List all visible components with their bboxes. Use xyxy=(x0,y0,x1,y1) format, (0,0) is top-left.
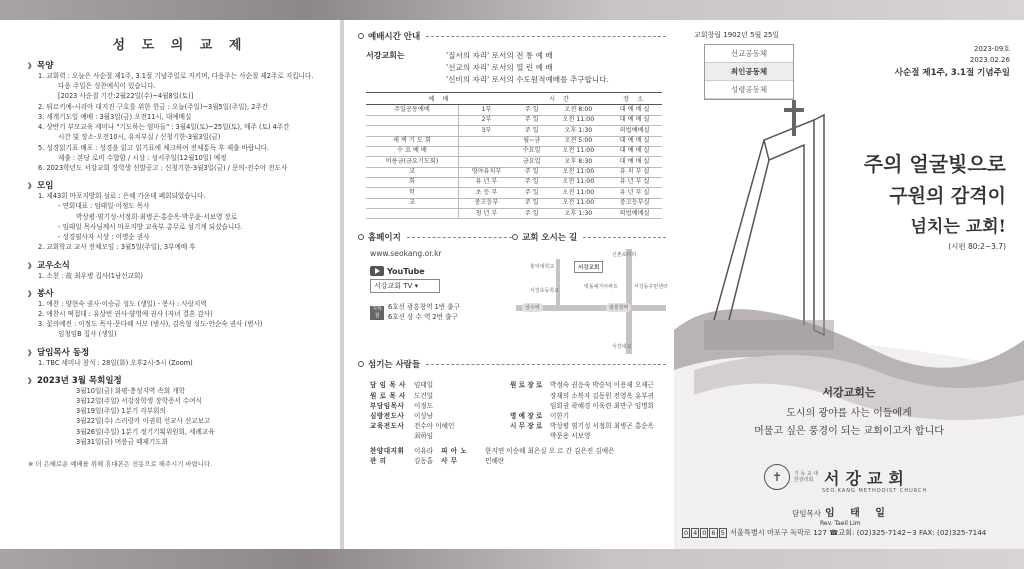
staff-names: 전수아 이혜인 xyxy=(414,422,455,431)
pastor-english: Rev. Taeil Lim xyxy=(820,520,861,527)
section-line: - 연회대표 : 임태일·이정도 목사 xyxy=(58,202,150,211)
issue-info xyxy=(895,44,1010,80)
staff-role: 담 임 목 사 xyxy=(370,381,406,390)
table-cell: 학 xyxy=(366,188,458,198)
col-worship: 예 배 xyxy=(366,93,514,105)
staff-role xyxy=(510,401,550,411)
youtube-channel-link[interactable]: 서강교회 TV ▾ xyxy=(370,279,440,293)
table-cell: 교 xyxy=(366,198,458,208)
staff-row xyxy=(510,401,662,411)
map-label: 벽돌예가아파트 xyxy=(584,284,618,291)
table-cell xyxy=(366,209,458,219)
church-name: 서강교회는 xyxy=(366,51,405,60)
cross-icon xyxy=(792,100,796,136)
staff-names: 장재의 소복자 김동원 전영옥 유부귀 xyxy=(550,391,654,400)
youtube-label xyxy=(370,266,512,276)
section-line: 3월22일(수) 스리랑카 이권희 선교사 선교보고 xyxy=(76,417,211,426)
subway-info xyxy=(370,303,512,321)
table-cell: 대 예 배 실 xyxy=(607,105,662,115)
section-line: [2023 사순절 기간:2월22일(수)~4월8일(토)] xyxy=(58,92,194,101)
staff-row xyxy=(510,380,662,390)
section-line: 3월10일(금) 화평·충성지역 속회 개학 xyxy=(76,386,185,395)
circle-bullet-icon xyxy=(512,234,518,240)
motto xyxy=(864,148,1006,252)
vision-line-1: 서강교회는 xyxy=(822,386,876,399)
staff-names: 박상평 염기성 서정희 최병곤 홍순옥 xyxy=(550,422,654,431)
table-cell: 1부 xyxy=(458,105,514,115)
section-line: 박상평·염기성·서정희·최병곤·홍순옥·박무윤·서보영 장로 xyxy=(76,212,238,221)
directions-map xyxy=(516,249,666,354)
staff-role: 피 아 노 xyxy=(441,446,468,455)
church-logo xyxy=(764,464,928,494)
zip-digit: 0 xyxy=(702,529,707,537)
table-cell xyxy=(458,146,514,156)
table-cell: 청 년 부 xyxy=(458,209,514,219)
vision-statement xyxy=(674,384,1024,437)
table-cell: 금요일 xyxy=(514,157,549,167)
section-line: 다음 주일은 성찬예식이 있습니다. xyxy=(58,82,156,91)
section-line: 3월26일(주일) 1분기 정기기획위원회, 세례교육 xyxy=(76,427,215,436)
staff-row xyxy=(510,391,662,401)
staff-names: 이상남 xyxy=(414,412,434,421)
table-cell: 의법예배실 xyxy=(607,126,662,136)
staff-row xyxy=(510,431,662,441)
table-row xyxy=(366,157,662,167)
table-row xyxy=(366,146,662,156)
table-cell: 대 예 배 실 xyxy=(607,157,662,167)
map-label: 신촌로터리 xyxy=(612,252,637,259)
table-cell: 오전 11:00 xyxy=(549,177,607,187)
staff-row xyxy=(370,446,666,456)
community-list xyxy=(704,44,794,100)
directions-heading-text: 교회 오시는 길 xyxy=(522,233,578,244)
table-cell: 수요일 xyxy=(514,146,549,156)
table-cell: 대 예 배 실 xyxy=(607,146,662,156)
table-row xyxy=(366,136,662,146)
col-place: 장 소 xyxy=(607,93,662,105)
intro-line: '신비의 자리' 로서의 수도원적예배를 추구합니다. xyxy=(446,75,609,85)
table-cell: 새 벽 기 도 회 xyxy=(366,136,458,146)
section-heading: 》 봉사 xyxy=(28,287,332,299)
section-line: 1. 소천 : 故 최우병 집사(1남선교회) xyxy=(38,271,143,280)
staff-row xyxy=(510,411,662,421)
staff-bottom xyxy=(370,446,666,466)
section-line: 4. 상반기 부모교육 세미나 "기도하는 엄마들" : 3월4일(토)~25일(토), 매주 (토) 4주간 xyxy=(38,123,290,132)
section-line: 임청임B 집사 (생일) xyxy=(58,330,117,339)
staff-row xyxy=(370,421,510,431)
map-label: 서강동주민센터 xyxy=(634,284,668,291)
table-row xyxy=(366,209,662,219)
staff-names: 민혜란 xyxy=(485,456,505,465)
table-cell: 의법예배실 xyxy=(607,209,662,219)
staff-role: 교육전도사 xyxy=(370,422,405,431)
sunday-title: 사순절 제1주, 3.1절 기념주일 xyxy=(894,68,1010,78)
worship-intro xyxy=(366,50,666,86)
table-cell: 오전 11:00 xyxy=(549,146,607,156)
church-building-icon xyxy=(714,115,824,335)
section-line: 1. 애찬 : 양현숙 권사·이승금 성도 (생일) - 봉사 : 사랑지역 xyxy=(38,299,207,308)
section-line: 2. 애찬시 떡접대 : 유상빈 권사·양영애 권사 (자녀 결혼 감사) xyxy=(38,309,213,318)
logo-name: 서강교회 xyxy=(824,468,910,488)
table-cell: 주 일 xyxy=(514,209,549,219)
table-cell: 수 요 예 배 xyxy=(366,146,458,156)
table-cell: 오후 1:30 xyxy=(549,209,607,219)
motto-line-3: 넘치는 교회! xyxy=(910,217,1006,237)
table-cell: 중고등부 xyxy=(458,198,514,208)
homepage-heading-text: 홈페이지 xyxy=(368,233,401,244)
panel-title: 성 도 의 교 제 xyxy=(112,38,248,53)
circle-bullet-icon xyxy=(358,234,364,240)
staff-names: 도건일 xyxy=(414,391,434,400)
staff-role: 사 무 xyxy=(441,456,458,465)
table-cell xyxy=(366,115,458,125)
staff-row xyxy=(370,380,510,390)
vision-line-3: 머물고 싶은 풍경이 되는 교회이고자 합니다 xyxy=(754,426,944,437)
subway-line-2: 6호선 상 수 역 2번 출구 xyxy=(388,312,458,321)
top-band xyxy=(0,0,1024,20)
section-line: 1. TBC 세미나 참석 : 28일(화) 오후2시-5시 (Zoom) xyxy=(38,358,193,367)
subway-icon: 지하철 xyxy=(370,306,384,320)
motto-reference: (시편 80:2~3.7) xyxy=(948,242,1006,251)
table-cell xyxy=(366,126,458,136)
section-heading: 》 모임 xyxy=(28,179,332,191)
bottom-band xyxy=(0,549,1024,569)
map-station: 광흥창역 xyxy=(606,303,631,312)
table-cell: 주 일 xyxy=(514,105,549,115)
table-cell: 교 xyxy=(366,167,458,177)
intro-line: '선교의 자리' 로서의 열 린 예 배 xyxy=(446,63,553,73)
table-cell: 2부 xyxy=(458,115,514,125)
intro-line: '질서의 자리' 로서의 전 통 예 배 xyxy=(446,51,553,60)
address xyxy=(682,528,986,538)
pastor-info xyxy=(792,504,891,527)
map-label: 서강초등학교 xyxy=(530,288,559,295)
map-station: 상수역 xyxy=(522,303,543,312)
table-cell: 월~금 xyxy=(514,136,549,146)
table-cell: 대 예 배 실 xyxy=(607,136,662,146)
table-cell: 머릉금(금요기도회) xyxy=(366,157,458,167)
section-line: 3월12일(주일) 서강장학생 장학증서 수여식 xyxy=(76,397,202,406)
table-cell: 오후 8:30 xyxy=(549,157,607,167)
staff-role: 원 로 장 로 xyxy=(510,381,543,390)
table-cell: 유 년 부 실 xyxy=(607,177,662,187)
zip-digit: 4 xyxy=(693,529,698,537)
staff-role xyxy=(510,391,550,401)
staff-row xyxy=(370,411,510,421)
founded-date: 교회창립 1902년 5월 25일 xyxy=(694,31,780,39)
staff-role: 원 로 목 사 xyxy=(370,391,406,400)
staff-role: 시 무 장 로 xyxy=(510,422,543,431)
table-cell: 주 일 xyxy=(514,126,549,136)
section-heading: 》 담임목사 동정 xyxy=(28,346,332,358)
map-label: 서강대교 xyxy=(612,344,632,351)
staff-heading-text: 섬기는 사람들 xyxy=(368,360,421,371)
circle-bullet-icon xyxy=(358,33,364,39)
staff-row xyxy=(510,421,662,431)
community-item: 선교공동체 xyxy=(705,45,793,63)
table-cell: 영아유치부 xyxy=(458,167,514,177)
table-cell xyxy=(458,157,514,167)
church-seal-icon: ✝ xyxy=(764,464,790,490)
staff-role: 명 예 장 로 xyxy=(510,412,543,421)
zip-digit: 5 xyxy=(720,529,725,537)
community-item-active: 최인공동체 xyxy=(705,63,793,81)
map-church-marker: 서강교회 xyxy=(574,261,603,273)
staff-row xyxy=(370,401,510,411)
table-row xyxy=(366,115,662,125)
table-cell: 주 일 xyxy=(514,198,549,208)
fellowship-sections xyxy=(28,59,332,447)
staff-role: 관 리 xyxy=(370,456,387,465)
table-cell: 오전 11:00 xyxy=(549,115,607,125)
denomination: 기 독 교 대한감리회 xyxy=(794,471,819,483)
section-line: 시간 및 장소-오전10시, 유치부실 / 신청기한-3월3일(금) xyxy=(58,133,221,142)
table-cell: 회 xyxy=(366,177,458,187)
col-time: 시 간 xyxy=(514,93,607,105)
table-row xyxy=(366,198,662,208)
staff-role: 찬양대지휘 xyxy=(370,446,405,455)
staff-row xyxy=(370,391,510,401)
table-row xyxy=(366,126,662,136)
staff-names: 임태일 xyxy=(414,381,434,390)
subway-line-1: 6호선 광흥창역 1번 출구 xyxy=(388,303,461,312)
staff-names: 임회권 곽혜경 이육련 최만구 임명희 xyxy=(550,401,654,410)
circle-bullet-icon xyxy=(358,361,364,367)
section-line: 3월31일(금) 머릉금 때제기도회 xyxy=(76,437,168,446)
staff-names: 박문용 서보영 xyxy=(550,432,591,441)
table-cell: 오후 1:30 xyxy=(549,126,607,136)
youtube-text: YouTube xyxy=(387,266,425,276)
section-heading: 》 2023년 3월 목회일정 xyxy=(28,374,332,386)
vision-line-2: 도시의 광야를 사는 이들에게 xyxy=(786,408,912,419)
table-row xyxy=(366,105,662,115)
staff-names: 이유라 xyxy=(414,446,434,455)
table-cell: 대 예 배 실 xyxy=(607,115,662,125)
table-cell: 주 일 xyxy=(514,115,549,125)
phone-note: ※ 더 은혜로운 예배를 위해 휴대폰은 진동으로 해주시기 바랍니다. xyxy=(28,460,213,469)
community-item: 성령공동체 xyxy=(705,81,793,99)
table-cell: 오전 11:00 xyxy=(549,167,607,177)
staff-names: 이한기 xyxy=(550,412,570,421)
section-line: 3. 꽃의예전 : 이정도 목사·문다혜 사모 (범사), 김옥형 성도·안순숙 권사 (범사) xyxy=(38,320,263,329)
table-row xyxy=(366,167,662,177)
worship-heading xyxy=(358,30,666,42)
staff-role xyxy=(370,431,414,441)
staff-role: 부담임목사 xyxy=(370,401,405,410)
staff-names: 이정도 xyxy=(414,401,434,410)
issue-number: 2023-09호 xyxy=(973,45,1010,53)
table-row xyxy=(366,177,662,187)
section-line: 3. 세계기도일 예배 : 3월3일(금) 오전11시, 대예배실 xyxy=(38,112,192,121)
address-text: 서울특별시 마포구 독막로 127 ☎교회: (02)325-7142~3 FAX: (02)325-7144 xyxy=(727,528,987,537)
staff-role: 심방전도사 xyxy=(370,412,405,421)
table-cell: 유 치 부 실 xyxy=(607,167,662,177)
section-heading: 》 교우소식 xyxy=(28,259,332,271)
zip-digit: 6 xyxy=(711,529,716,537)
staff-heading xyxy=(358,358,666,370)
directions-heading xyxy=(512,231,666,243)
logo-english: SEO.KANG METHODIST CHURCH xyxy=(822,488,928,494)
section-line: 제출 : 본당 로비 수합함 / 시상 : 성서주일(12월10일) 예정 xyxy=(58,153,227,162)
staff-row xyxy=(370,456,666,466)
motto-line-1: 주의 얼굴빛으로 xyxy=(863,152,1006,176)
fellowship-panel xyxy=(0,20,340,549)
table-cell: 오전 11:00 xyxy=(549,198,607,208)
zip-digit: 0 xyxy=(684,529,689,537)
worship-heading-text: 예배시간 안내 xyxy=(368,32,421,42)
table-cell: 중고등부실 xyxy=(607,198,662,208)
table-cell xyxy=(458,136,514,146)
table-cell: 오전 11:00 xyxy=(549,188,607,198)
staff-names: 박정숙 권응숙 박승덕 이용재 오재근 xyxy=(550,381,654,390)
issue-date: 2023.02.26 xyxy=(969,55,1010,64)
section-line: 5. 성경읽기표 배포 : 성경을 읽고 읽기표에 체크하여 전체통독 후 제출 바랍니다. xyxy=(38,143,270,152)
pastor-name: 임 태 일 xyxy=(824,508,891,519)
table-row xyxy=(366,188,662,198)
table-cell: 오전 5:00 xyxy=(549,136,607,146)
table-cell: 3부 xyxy=(458,126,514,136)
staff-names: 한지연 이승혜 최은실 오 르 간 김은진 김예은 xyxy=(485,446,615,455)
staff-names: 최하임 xyxy=(414,432,434,441)
pastor-label: 담임목사 xyxy=(792,509,821,518)
section-line: - 임태일 목사님께서 마포지방 교육부 총무로 섬기게 되셨습니다. xyxy=(58,222,243,231)
table-cell: 주 일 xyxy=(514,177,549,187)
worship-panel xyxy=(344,20,674,549)
cover-panel xyxy=(674,20,1024,549)
table-cell: 유 년 부 실 xyxy=(607,188,662,198)
table-cell: 주 일 xyxy=(514,167,549,177)
homepage-heading xyxy=(358,231,512,243)
staff-names: 김동흡 xyxy=(414,456,434,465)
staff-role xyxy=(510,431,550,441)
homepage-link[interactable]: www.seokang.or.kr xyxy=(370,249,442,259)
youtube-icon xyxy=(370,266,384,276)
section-line: 2. 튀르키예-시리아 대지진 구호를 위한 헌금 : 오늘(주일)~3월5일(주일), 2주간 xyxy=(38,102,269,111)
staff-row xyxy=(370,431,510,441)
table-cell: 오전 8:00 xyxy=(549,105,607,115)
map-label: 홍익대학교 xyxy=(530,264,555,271)
intro-lines xyxy=(446,50,609,86)
section-line: 6. 2023학년도 서강교회 장학생 선발공고 : 신청기한-3월3일(금) / 문의-전수아 전도사 xyxy=(38,163,288,172)
section-line: 2. 교회학교 교사 전체모임 : 3월5일(주일), 3부예배 후 xyxy=(38,243,196,252)
section-line: 3월19일(주일) 1분기 각부회의 xyxy=(76,407,166,416)
table-cell: 유 년 부 xyxy=(458,177,514,187)
table-cell: 주일공동예배 xyxy=(366,105,458,115)
section-line: - 성경필사자 시상 : 이명순 권사 xyxy=(58,233,150,242)
table-cell: 초 등 부 xyxy=(458,188,514,198)
staff-list xyxy=(370,380,666,441)
section-heading: 》 목양 xyxy=(28,59,332,71)
worship-table xyxy=(366,92,662,219)
section-line: 1. 제43회 마포지방회 섬료 : 은혜 가운데 폐회되었습니다. xyxy=(38,192,206,201)
motto-line-2: 구원의 감격이 xyxy=(889,185,1006,207)
section-line: 1. 교회력 : 오늘은 사순절 제1주, 3.1절 기념주일로 지키며, 다음주는 사순절 제2주로 지킵니다. xyxy=(38,72,314,80)
table-cell: 주 일 xyxy=(514,188,549,198)
